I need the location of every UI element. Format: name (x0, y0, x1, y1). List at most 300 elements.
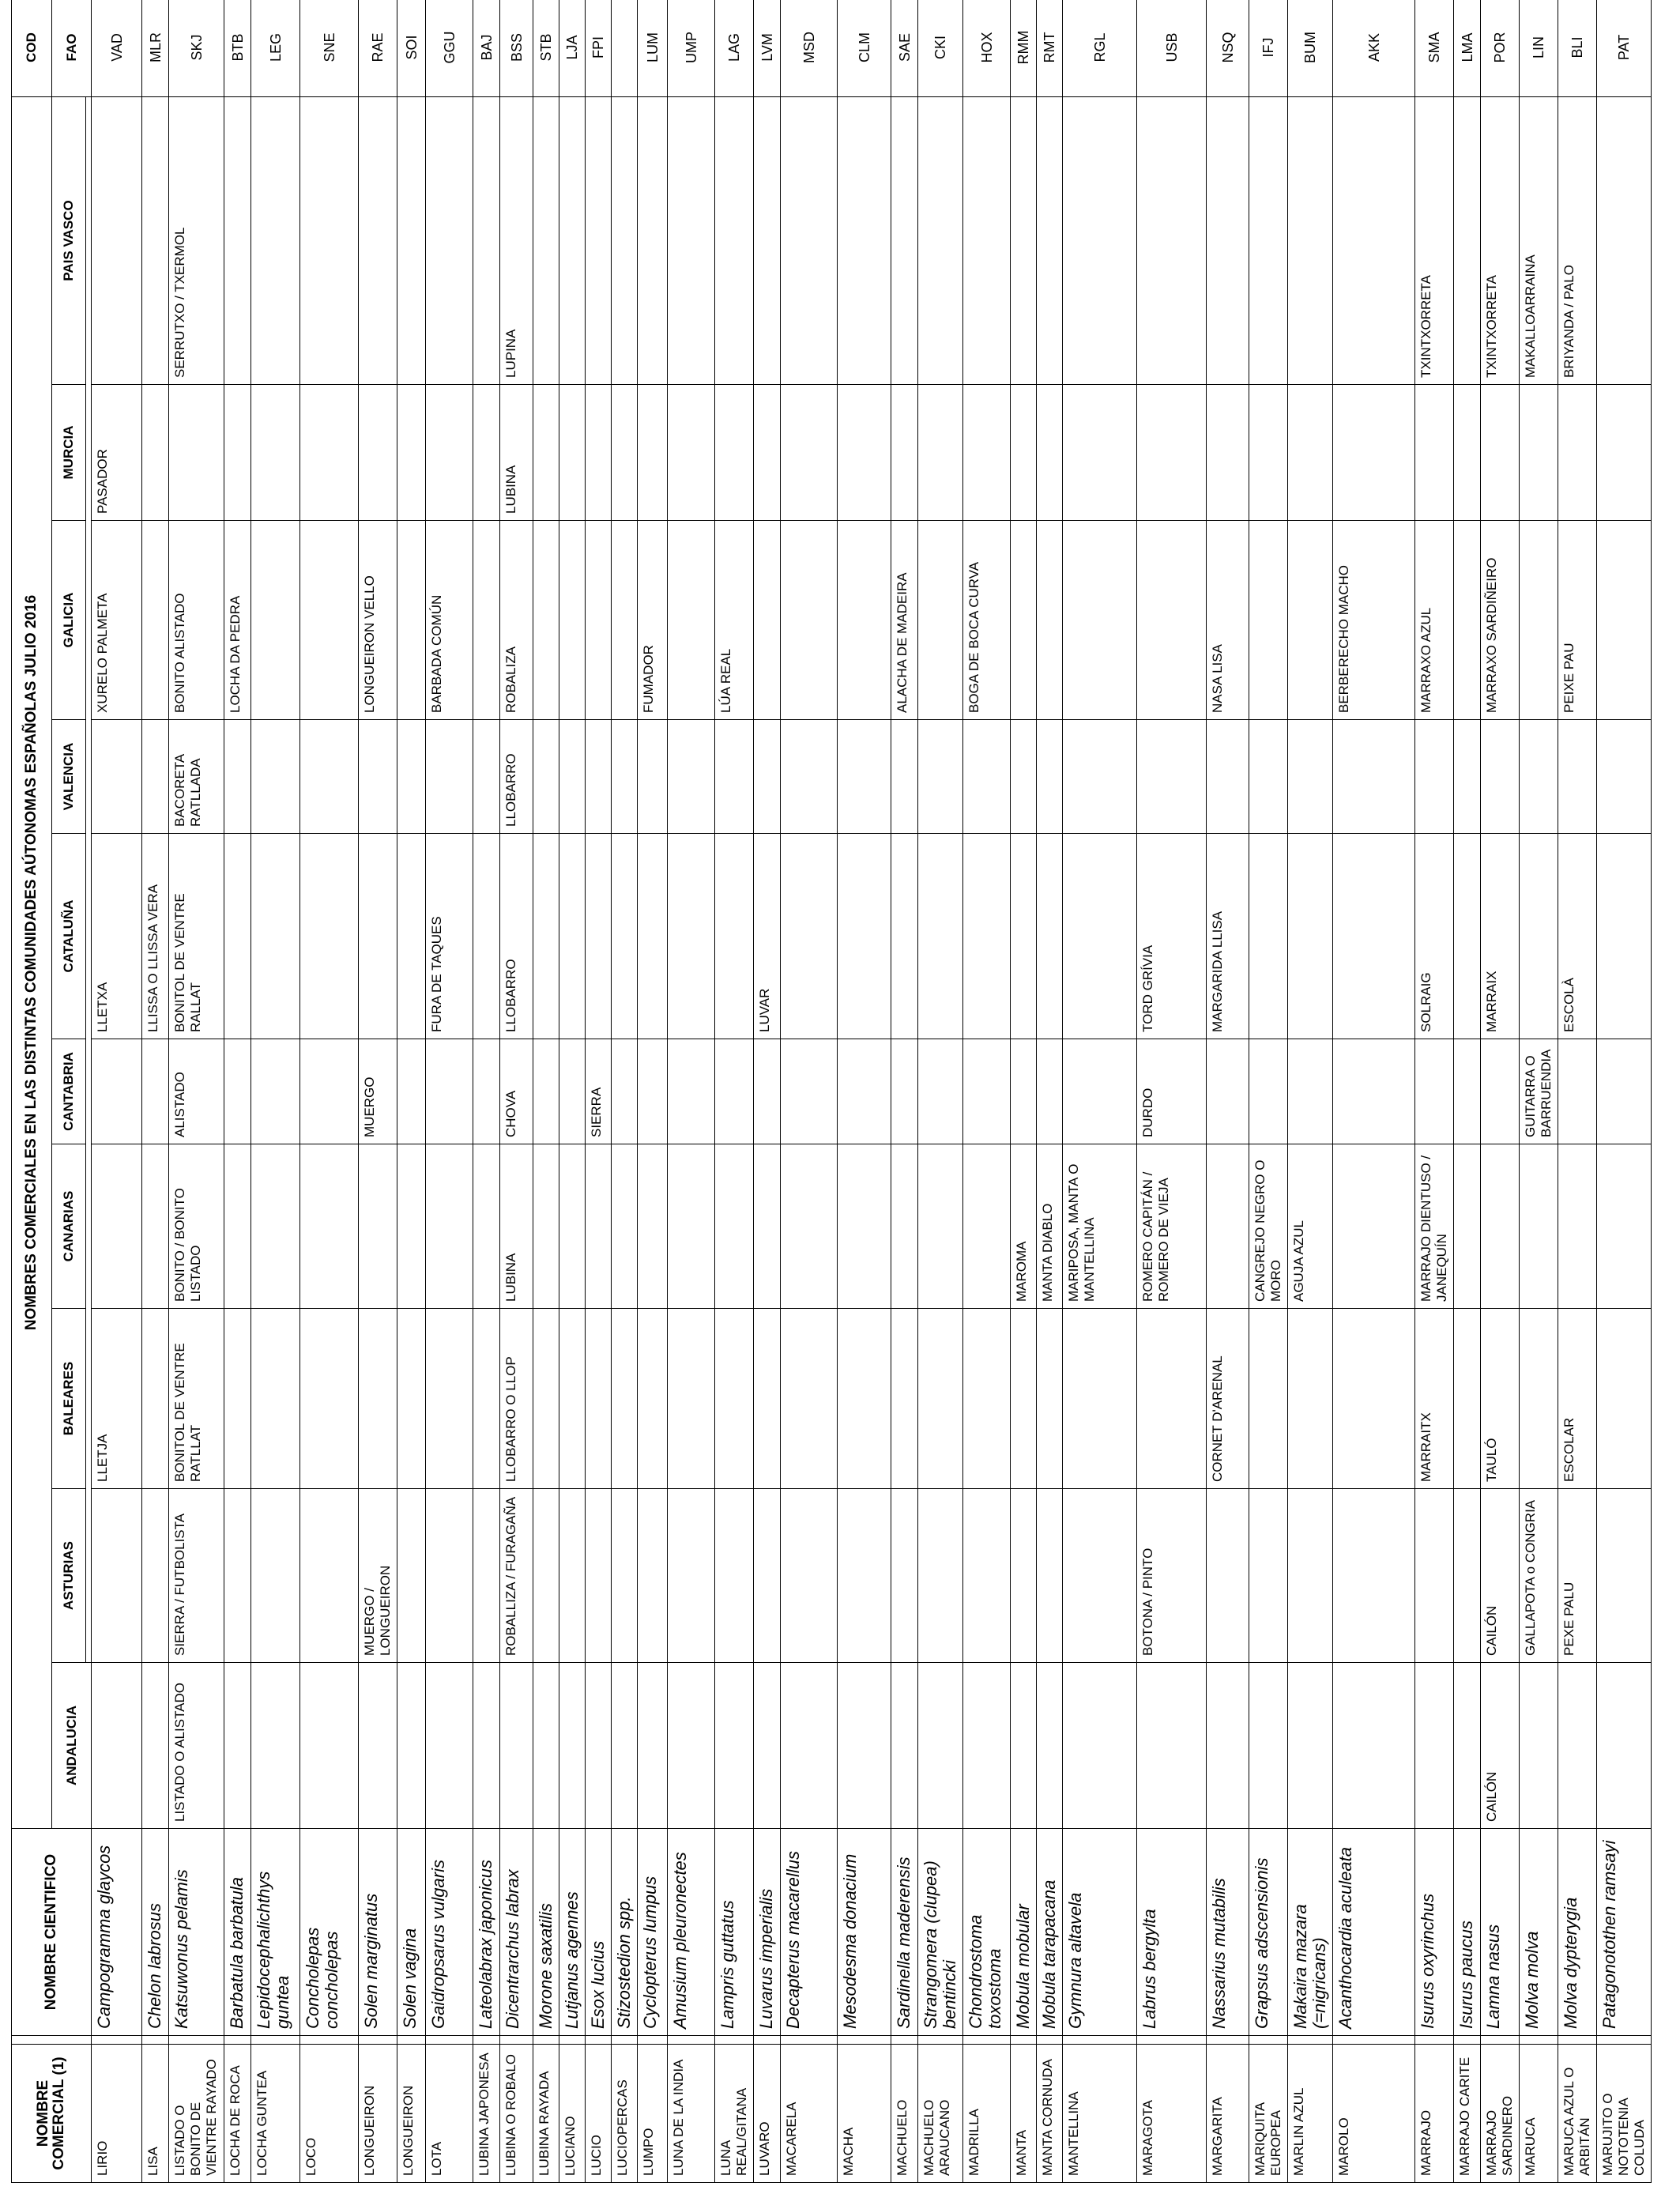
cell-spacer (359, 2036, 397, 2045)
cell-region-cataluna (668, 834, 715, 1039)
table-row (918, 0, 963, 2183)
cell-region-galicia: FUMADOR (638, 521, 668, 720)
cell-fao-code: LUM (638, 0, 668, 96)
header-region-asturias: ASTURIAS (52, 1489, 86, 1663)
cell-region-asturias (918, 1489, 963, 1663)
cell-region-pais-vasco (838, 96, 891, 384)
cell-region-pais-vasco (1207, 96, 1249, 384)
cell-region-baleares (359, 1309, 397, 1489)
cell-region-pais-vasco (300, 96, 359, 384)
header-region-cataluna: CATALUÑA (52, 834, 86, 1039)
cell-region-baleares (473, 1309, 500, 1489)
cell-spacer (1333, 2036, 1415, 2045)
cell-region-andalucia (781, 1663, 838, 1829)
cell-nombre-cientifico: Strangomera (clupea) bentincki (918, 1829, 963, 2036)
cell-region-galicia: LONGUEIRON VELLO (359, 521, 397, 720)
cell-region-canarias: BONITO / BONITO LISTADO (169, 1144, 224, 1309)
cell-region-canarias: MAROMA (1011, 1144, 1037, 1309)
cell-region-galicia (251, 521, 300, 720)
cell-region-cantabria (715, 1039, 754, 1144)
cell-region-cataluna (397, 834, 426, 1039)
cell-region-canarias (224, 1144, 251, 1309)
cell-region-murcia (559, 385, 586, 521)
cell-nombre-cientifico: Molva molva (1520, 1829, 1558, 2036)
cell-region-murcia (142, 385, 169, 521)
cell-region-cantabria (1558, 1039, 1597, 1144)
cell-nombre-cientifico: Gaidropsarus vulgaris (426, 1829, 473, 2036)
cell-region-galicia: BOGA DE BOCA CURVA (963, 521, 1011, 720)
cell-fao-code: BLI (1558, 0, 1597, 96)
cell-nombre-cientifico: Stizostedion spp. (612, 1829, 638, 2036)
cell-region-baleares (1454, 1309, 1481, 1489)
cell-region-baleares: ESCOLAR (1558, 1309, 1597, 1489)
header-region-baleares: BALEARES (52, 1309, 86, 1489)
cell-spacer (781, 2036, 838, 2045)
cell-nombre-comercial: LUBINA JAPONESA (473, 2045, 500, 2183)
cell-region-asturias (426, 1489, 473, 1663)
table-row (300, 0, 359, 2183)
cell-nombre-cientifico: Katsuwonus pelamis (169, 1829, 224, 2036)
cell-region-canarias (754, 1144, 781, 1309)
cell-region-cataluna (963, 834, 1011, 1039)
cell-region-andalucia (1063, 1663, 1137, 1829)
cell-fao-code: UMP (668, 0, 715, 96)
cell-fao-code: SNE (300, 0, 359, 96)
cell-region-cantabria (1288, 1039, 1333, 1144)
cell-fao-code: LIN (1520, 0, 1558, 96)
cell-region-murcia (1558, 385, 1597, 521)
cell-region-canarias (1520, 1144, 1558, 1309)
cell-region-cantabria (559, 1039, 586, 1144)
cell-region-valencia (426, 720, 473, 834)
cell-nombre-comercial: LUCIO (586, 2045, 612, 2183)
cell-region-galicia (918, 521, 963, 720)
cell-region-pais-vasco (426, 96, 473, 384)
cell-region-galicia (781, 521, 838, 720)
cell-region-cataluna: LLISSA O LLISSA VERA (142, 834, 169, 1039)
cell-region-valencia: BACORETA RATLLADA (169, 720, 224, 834)
cell-fao-code: IFJ (1249, 0, 1288, 96)
cell-region-baleares (891, 1309, 918, 1489)
cell-region-pais-vasco (1454, 96, 1481, 384)
cell-region-galicia: BERBERECHO MACHO (1333, 521, 1415, 720)
cell-region-murcia (963, 385, 1011, 521)
table-row (251, 0, 300, 2183)
commercial-names-table (11, 0, 1652, 2183)
cell-region-galicia (533, 521, 559, 720)
cell-region-galicia: MARRAXO SARDIÑEIRO (1481, 521, 1520, 720)
cell-region-cantabria: GUITARRA O BARRUENDIA (1520, 1039, 1558, 1144)
cell-region-murcia (1597, 385, 1652, 521)
cell-nombre-cientifico: Chelon labrosus (142, 1829, 169, 2036)
cell-region-asturias (891, 1489, 918, 1663)
cell-region-andalucia (612, 1663, 638, 1829)
table-row (1558, 0, 1597, 2183)
cell-region-valencia (1481, 720, 1520, 834)
cell-nombre-comercial: LOTA (426, 2045, 473, 2183)
cell-nombre-comercial: MARIQUITA EUROPEA (1249, 2045, 1288, 2183)
cell-region-canarias: AGUJA AZUL (1288, 1144, 1333, 1309)
cell-region-pais-vasco (359, 96, 397, 384)
cell-region-baleares (781, 1309, 838, 1489)
cell-spacer (838, 2036, 891, 2045)
header-nombre-cientifico: NOMBRE CIENTIFICO (12, 1829, 92, 2036)
cell-nombre-cientifico: Campogramma glaycos (92, 1829, 142, 2036)
cell-region-asturias (1011, 1489, 1037, 1663)
cell-fao-code: HOX (963, 0, 1011, 96)
cell-region-andalucia (533, 1663, 559, 1829)
cell-fao-code: CLM (838, 0, 891, 96)
cell-region-murcia (1454, 385, 1481, 521)
cell-region-canarias: MANTA DIABLO (1037, 1144, 1063, 1309)
table-row (891, 0, 918, 2183)
cell-region-asturias (300, 1489, 359, 1663)
cell-region-andalucia (359, 1663, 397, 1829)
cell-region-murcia (473, 385, 500, 521)
cell-nombre-comercial: MANTA (1011, 2045, 1037, 2183)
cell-region-cataluna: LLOBARRO (500, 834, 533, 1039)
cell-region-canarias: MARRAJO DIENTUSO / JANEQUÍN (1415, 1144, 1454, 1309)
cell-nombre-cientifico: Lamna nasus (1481, 1829, 1520, 2036)
cell-region-andalucia (668, 1663, 715, 1829)
cell-region-andalucia (1137, 1663, 1207, 1829)
cell-region-andalucia (715, 1663, 754, 1829)
cell-nombre-comercial: MARUJITO O NOTOTENIA COLUDA (1597, 2045, 1652, 2183)
cell-region-murcia (1249, 385, 1288, 521)
cell-region-baleares (142, 1309, 169, 1489)
cell-region-asturias: ROBALLIZA / FURAGAÑA (500, 1489, 533, 1663)
cell-nombre-comercial: MARRAJO SARDINERO (1481, 2045, 1520, 2183)
cell-region-canarias (781, 1144, 838, 1309)
cell-region-valencia (1137, 720, 1207, 834)
cell-region-baleares (559, 1309, 586, 1489)
cell-region-baleares (1333, 1309, 1415, 1489)
table-row (473, 0, 500, 2183)
cell-fao-code: LEG (251, 0, 300, 96)
cell-region-murcia (781, 385, 838, 521)
cell-region-pais-vasco (1249, 96, 1288, 384)
cell-fao-code: STB (533, 0, 559, 96)
cell-region-baleares (426, 1309, 473, 1489)
cell-spacer (918, 2036, 963, 2045)
cell-nombre-cientifico: Mobula mobular (1011, 1829, 1037, 2036)
cell-region-valencia (668, 720, 715, 834)
cell-region-baleares (1288, 1309, 1333, 1489)
cell-region-canarias (838, 1144, 891, 1309)
cell-region-andalucia (1520, 1663, 1558, 1829)
cell-region-asturias: MUERGO / LONGUEIRON (359, 1489, 397, 1663)
cell-fao-code (612, 0, 638, 96)
cell-region-pais-vasco (473, 96, 500, 384)
cell-nombre-comercial: MARAGOTA (1137, 2045, 1207, 2183)
cell-region-cantabria (1415, 1039, 1454, 1144)
cell-region-asturias (1063, 1489, 1137, 1663)
cell-region-cataluna (1520, 834, 1558, 1039)
cell-spacer (92, 2036, 142, 2045)
cell-nombre-cientifico: Nassarius mutabilis (1207, 1829, 1249, 2036)
cell-region-asturias (1037, 1489, 1063, 1663)
cell-region-asturias (142, 1489, 169, 1663)
cell-region-andalucia (891, 1663, 918, 1829)
cell-nombre-cientifico: Lepidocephalichthys guntea (251, 1829, 300, 2036)
cell-region-cantabria (891, 1039, 918, 1144)
cell-region-murcia (251, 385, 300, 521)
cell-spacer (533, 2036, 559, 2045)
cell-region-pais-vasco (251, 96, 300, 384)
cell-region-pais-vasco (963, 96, 1011, 384)
cell-region-galicia (142, 521, 169, 720)
cell-region-canarias (142, 1144, 169, 1309)
header-title: NOMBRES COMERCIALES EN LAS DISTINTAS COMUNIDADES AÚTONOMAS ESPAÑOLAS JULIO 2016 (12, 96, 52, 1828)
cell-region-valencia (1558, 720, 1597, 834)
cell-region-andalucia (397, 1663, 426, 1829)
cell-region-galicia (559, 521, 586, 720)
cell-region-cataluna (300, 834, 359, 1039)
cell-region-asturias (1454, 1489, 1481, 1663)
cell-nombre-comercial: MARLIN AZUL (1288, 2045, 1333, 2183)
cell-nombre-cientifico: Isurus paucus (1454, 1829, 1481, 2036)
cell-region-asturias (1249, 1489, 1288, 1663)
cell-region-galicia: MARRAXO AZUL (1415, 521, 1454, 720)
cell-region-murcia (426, 385, 473, 521)
cell-nombre-cientifico: Mesodesma donacium (838, 1829, 891, 2036)
cell-region-asturias (1415, 1489, 1454, 1663)
table-row (142, 0, 169, 2183)
table-row (559, 0, 586, 2183)
cell-region-murcia (169, 385, 224, 521)
cell-region-murcia (1037, 385, 1063, 521)
cell-region-murcia (224, 385, 251, 521)
cell-region-galicia (300, 521, 359, 720)
cell-region-baleares: LLETJA (92, 1309, 142, 1489)
cell-spacer (397, 2036, 426, 2045)
cell-region-cataluna (1597, 834, 1652, 1039)
header-region-valencia: VALENCIA (52, 720, 86, 834)
cell-region-valencia (224, 720, 251, 834)
cell-nombre-cientifico: Concholepas concholepas (300, 1829, 359, 2036)
cell-region-cataluna (891, 834, 918, 1039)
cell-region-canarias (397, 1144, 426, 1309)
cell-region-galicia: LÚA REAL (715, 521, 754, 720)
cell-region-pais-vasco (1037, 96, 1063, 384)
cell-fao-code: PAT (1597, 0, 1652, 96)
cell-region-andalucia: LISTADO O ALISTADO (169, 1663, 224, 1829)
cell-spacer (559, 2036, 586, 2045)
cell-fao-code: POR (1481, 0, 1520, 96)
cell-region-andalucia (838, 1663, 891, 1829)
cell-fao-code: MSD (781, 0, 838, 96)
cell-region-pais-vasco (612, 96, 638, 384)
cell-region-pais-vasco: BRIYANDA / PALO (1558, 96, 1597, 384)
cell-region-asturias (251, 1489, 300, 1663)
cell-region-cantabria (142, 1039, 169, 1144)
cell-region-cantabria (1063, 1039, 1137, 1144)
cell-region-valencia (1063, 720, 1137, 834)
cell-region-valencia (251, 720, 300, 834)
cell-region-cantabria (638, 1039, 668, 1144)
cell-spacer (300, 2036, 359, 2045)
table-row (1063, 0, 1137, 2183)
cell-spacer (963, 2036, 1011, 2045)
cell-region-galicia (1063, 521, 1137, 720)
cell-region-valencia (891, 720, 918, 834)
cell-spacer (426, 2036, 473, 2045)
cell-region-murcia (918, 385, 963, 521)
cell-region-canarias (1207, 1144, 1249, 1309)
cell-region-cataluna (224, 834, 251, 1039)
cell-region-valencia (918, 720, 963, 834)
cell-region-cantabria: MUERGO (359, 1039, 397, 1144)
cell-region-pais-vasco (224, 96, 251, 384)
cell-nombre-comercial: LUVARO (754, 2045, 781, 2183)
cell-region-andalucia (1249, 1663, 1288, 1829)
cell-region-baleares: CORNET D'ARENAL (1207, 1309, 1249, 1489)
cell-region-cantabria: CHOVA (500, 1039, 533, 1144)
cell-spacer (891, 2036, 918, 2045)
cell-region-galicia (754, 521, 781, 720)
cell-spacer (1249, 2036, 1288, 2045)
cell-region-murcia (1333, 385, 1415, 521)
cell-region-cantabria (1011, 1039, 1037, 1144)
cell-fao-code: VAD (92, 0, 142, 96)
cell-region-murcia (668, 385, 715, 521)
cell-spacer (1558, 2036, 1597, 2045)
cell-fao-code: NSQ (1207, 0, 1249, 96)
cell-fao-code: RMT (1037, 0, 1063, 96)
cell-fao-code: CKI (918, 0, 963, 96)
cell-region-pais-vasco (754, 96, 781, 384)
cell-region-galicia: BARBADA COMÚN (426, 521, 473, 720)
cell-region-cataluna (918, 834, 963, 1039)
cell-region-murcia (1207, 385, 1249, 521)
table-row (92, 0, 142, 2183)
table-row (1011, 0, 1037, 2183)
cell-region-baleares (300, 1309, 359, 1489)
cell-region-cataluna: LUVAR (754, 834, 781, 1039)
cell-region-galicia (397, 521, 426, 720)
cell-fao-code: GGU (426, 0, 473, 96)
cell-spacer (1288, 2036, 1333, 2045)
cell-region-murcia (612, 385, 638, 521)
cell-region-baleares: BONITOL DE VENTRE RATLLAT (169, 1309, 224, 1489)
cell-nombre-cientifico: Solen vagina (397, 1829, 426, 2036)
cell-region-murcia (1288, 385, 1333, 521)
cell-fao-code: BSS (500, 0, 533, 96)
header-spacer (12, 2036, 92, 2045)
cell-region-andalucia (500, 1663, 533, 1829)
cell-region-valencia (838, 720, 891, 834)
cell-fao-code: USB (1137, 0, 1207, 96)
cell-region-cataluna (533, 834, 559, 1039)
cell-region-pais-vasco: MAKALLOARRAINA (1520, 96, 1558, 384)
cell-region-cantabria: DURDO (1137, 1039, 1207, 1144)
cell-region-cantabria (251, 1039, 300, 1144)
cell-spacer (754, 2036, 781, 2045)
cell-nombre-comercial: LISTADO O BONITO DE VIENTRE RAYADO (169, 2045, 224, 2183)
cell-region-valencia (1333, 720, 1415, 834)
cell-region-baleares: TAULÓ (1481, 1309, 1520, 1489)
cell-region-andalucia (300, 1663, 359, 1829)
cell-region-andalucia (1288, 1663, 1333, 1829)
cell-region-cataluna: SOLRAIG (1415, 834, 1454, 1039)
cell-region-cataluna: MARRAIX (1481, 834, 1520, 1039)
cell-region-cataluna: FURA DE TAQUES (426, 834, 473, 1039)
table-row (1207, 0, 1249, 2183)
cell-region-canarias (1454, 1144, 1481, 1309)
cell-nombre-comercial: MARRAJO (1415, 2045, 1454, 2183)
cell-nombre-comercial: MACARELA (781, 2045, 838, 2183)
cell-region-pais-vasco (559, 96, 586, 384)
cell-region-canarias (668, 1144, 715, 1309)
cell-region-valencia (359, 720, 397, 834)
cell-fao-code: RMM (1011, 0, 1037, 96)
table-row (397, 0, 426, 2183)
cell-nombre-comercial: MARRAJO CARITE (1454, 2045, 1481, 2183)
cell-region-valencia (963, 720, 1011, 834)
cell-spacer (586, 2036, 612, 2045)
table-body (92, 0, 1652, 2183)
cell-nombre-comercial: LOCO (300, 2045, 359, 2183)
cell-region-valencia (1037, 720, 1063, 834)
cell-spacer (1597, 2036, 1652, 2045)
cell-region-murcia (715, 385, 754, 521)
cell-region-murcia (1520, 385, 1558, 521)
cell-spacer (1063, 2036, 1137, 2045)
cell-region-galicia (1597, 521, 1652, 720)
table-row (1481, 0, 1520, 2183)
cell-region-pais-vasco: SERRUTXO / TXERMOL (169, 96, 224, 384)
table-row (1037, 0, 1063, 2183)
cell-fao-code: LAG (715, 0, 754, 96)
cell-region-baleares (1011, 1309, 1037, 1489)
cell-nombre-comercial: LUNA REAL/GITANA (715, 2045, 754, 2183)
cell-region-galicia: ROBALIZA (500, 521, 533, 720)
cell-region-galicia (1011, 521, 1037, 720)
cell-region-pais-vasco: TXINTXORRETA (1415, 96, 1454, 384)
cell-nombre-cientifico: Dicentrarchus labrax (500, 1829, 533, 2036)
cell-region-pais-vasco (781, 96, 838, 384)
cell-region-pais-vasco (586, 96, 612, 384)
cell-region-asturias (397, 1489, 426, 1663)
cell-region-asturias (559, 1489, 586, 1663)
cell-region-murcia (1011, 385, 1037, 521)
cell-fao-code: LVM (754, 0, 781, 96)
cell-nombre-cientifico: Sardinella maderensis (891, 1829, 918, 2036)
cell-region-asturias (668, 1489, 715, 1663)
header-fao: FAO (52, 0, 92, 96)
cell-region-galicia (1520, 521, 1558, 720)
cell-region-valencia (612, 720, 638, 834)
cell-region-cataluna: TORD GRÍVIA (1137, 834, 1207, 1039)
cell-nombre-comercial: MARUCA AZUL O ARBITÁN (1558, 2045, 1597, 2183)
header-cod: COD (12, 0, 52, 96)
cell-nombre-cientifico: Gymnura altavela (1063, 1829, 1137, 2036)
cell-region-cantabria (1481, 1039, 1520, 1144)
cell-nombre-comercial: LONGUEIRON (359, 2045, 397, 2183)
cell-nombre-cientifico: Mobula tarapacana (1037, 1829, 1063, 2036)
cell-region-cataluna (715, 834, 754, 1039)
cell-region-cantabria (754, 1039, 781, 1144)
cell-region-asturias (781, 1489, 838, 1663)
cell-region-canarias: MARIPOSA, MANTA O MANTELLINA (1063, 1144, 1137, 1309)
cell-region-andalucia (559, 1663, 586, 1829)
cell-region-cantabria (781, 1039, 838, 1144)
cell-region-asturias (1333, 1489, 1415, 1663)
cell-nombre-comercial: LONGUEIRON (397, 2045, 426, 2183)
header-region-galicia: GALICIA (52, 521, 86, 720)
cell-region-valencia (1207, 720, 1249, 834)
cell-region-galicia: XURELO PALMETA (92, 521, 142, 720)
